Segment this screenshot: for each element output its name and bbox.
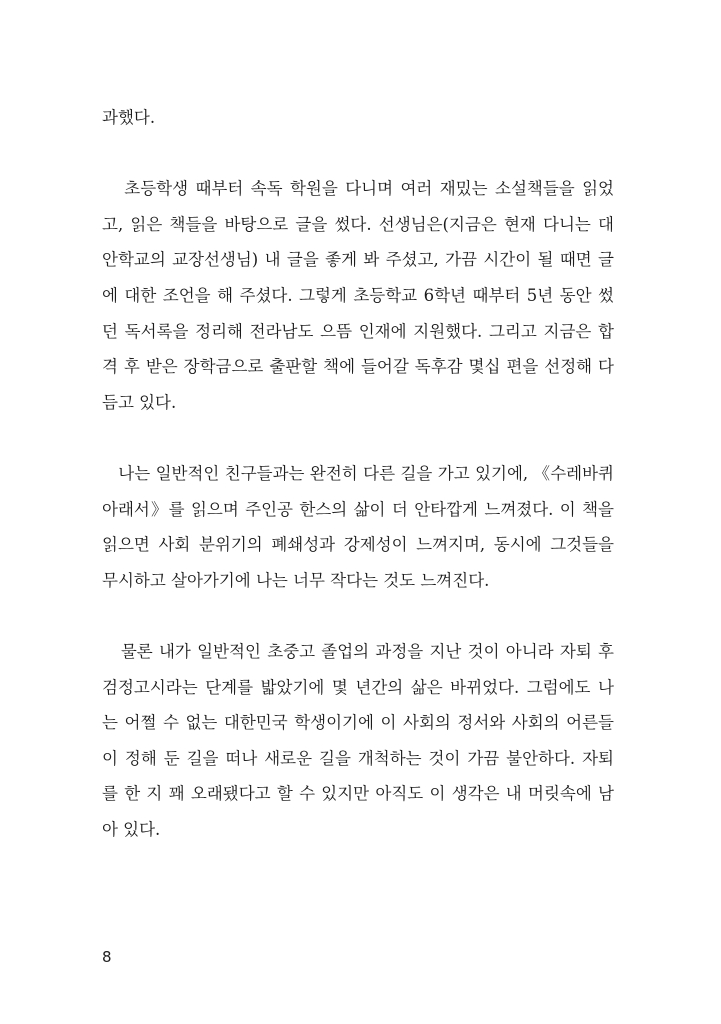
text-line: 나는 일반적인 친구들과는 완전히 다른 길을 가고 있기에, 《수레바퀴 [102,463,614,483]
paragraph-gap [102,420,614,456]
text-line: 에 대한 조언을 해 주셨다. 그렇게 초등학교 6학년 때부터 5년 동안 썼 [102,285,614,305]
text-line: 이 정해 둔 길을 떠나 새로운 길을 개척하는 것이 가끔 불안하다. 자퇴 [102,748,614,768]
text-line: 를 한 지 꽤 오래됐다고 할 수 있지만 아직도 이 생각은 내 머릿속에 남 [102,784,614,804]
text-line: 고, 읽은 책들을 바탕으로 글을 썼다. 선생님은(지금은 현재 다니는 대 [102,214,614,234]
text-line: 과했다. [102,108,156,127]
text-line: 는 어쩔 수 없는 대한민국 학생이기에 이 사회의 정서와 사회의 어른들 [102,713,614,733]
body-text [102,100,614,847]
text-line: 안학교의 교장선생님) 내 글을 좋게 봐 주셨고, 가끔 시간이 될 때면 글 [102,250,614,270]
text-line: 아래서》를 읽으며 주인공 한스의 삶이 더 안타깝게 느껴졌다. 이 책을 [102,499,614,519]
paragraph-gap [102,136,614,172]
text-line: 아 있다. [102,819,161,839]
paragraph [102,100,614,136]
text-line: 읽으면 사회 분위기의 폐쇄성과 강제성이 느껴지며, 동시에 그것들을 [102,535,614,555]
text-line: 격 후 받은 장학금으로 출판할 책에 들어갈 독후감 몇십 편을 선정해 다 [102,357,614,377]
paragraph [102,456,614,598]
paragraph-gap [102,598,614,634]
paragraph [102,634,614,848]
text-line: 검정고시라는 단계를 밟았기에 몇 년간의 삶은 바뀌었다. 그럼에도 나 [102,677,614,697]
text-line: 초등학생 때부터 속독 학원을 다니며 여러 재밌는 소설책들을 읽었 [102,179,614,199]
page-number: 8 [102,948,112,966]
text-line: 무시하고 살아가기에 나는 너무 작다는 것도 느껴진다. [102,570,490,590]
paragraph [102,171,614,420]
text-line: 물론 내가 일반적인 초중고 졸업의 과정을 지난 것이 아니라 자퇴 후 [102,641,614,661]
text-line: 던 독서록을 정리해 전라남도 으뜸 인재에 지원했다. 그리고 지금은 합 [102,321,614,341]
text-line: 듬고 있다. [102,392,177,412]
